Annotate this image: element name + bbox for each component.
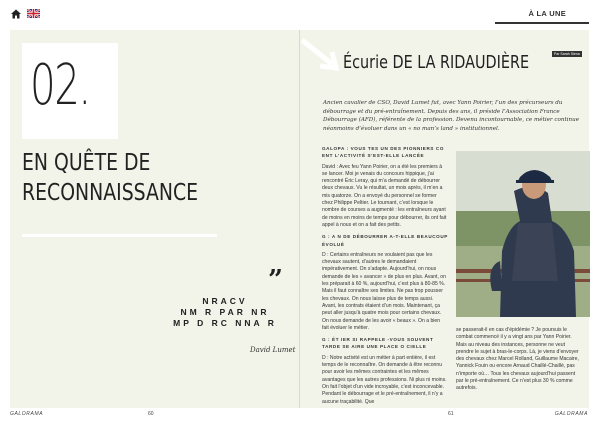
article-heading [22,148,198,208]
quote-author: David Lumet [250,346,296,354]
answer-2: D : Certains entraîneurs ne voulaient pas que les chevaux sautent, d’autres le demandaient impérativement. On s’adapte. Aujourd’hui, on nous demande de les « avancer » de plus en plus. Avant, on les préparait à 60 %, aujourd’hui, c’est plus à 80-85 %. Mais il faut connaître ses limites. Ne pas trop pousser les chevaux. On nous laisse plus de temps aussi. Avant, les contrats étaient d’un mois. Maintenant, ça peut aller jusqu’à quatre mois pour certains chevaux. On nous demande de les avoir « beaux ». On a bien fait évoluer le métier. [322,251,446,331]
answer-3: D : Notre activité est un métier à part entière, il est temps de le reconnaître. On demande à être reconnu pour avoir les mêmes contraintes et les mêmes avantages que les autres professions. Ni plus ni moins. On fait l’objet d’un vide incroyable, c’est inconcevable. Pendant le débourrage et le pré-entraînement, il n’y a aucune traçabilité. Que [322,354,447,405]
pull-quote [155,296,295,329]
quote-line-3: MP D RC NNA R [173,318,277,328]
portrait-photo [456,151,590,317]
section-tag[interactable]: À LA UNE [528,9,566,18]
page-number-left: 60 [148,411,154,417]
heading-line-1: EN QUÊTE DE [22,150,151,176]
section-underline [495,22,589,24]
footer-brand-right: GALORAMA [554,411,588,417]
question-2: G : A N DE DÉBOURRER A-T-ELLE BEAUCOUP ÉVOLUÉ [322,234,448,247]
heading-line-2: RECONNAISSANCE [22,180,199,206]
quote-mark-icon: ” [268,265,283,295]
uk-flag-icon[interactable] [27,9,40,18]
quote-line-1: NRACV [202,296,248,306]
page-number-right: 61 [448,411,454,417]
article-number: 02. [30,53,90,118]
footer-brand-left: GALORAMA [10,411,44,417]
text-column-1 [322,145,448,410]
footer-bar [0,408,600,424]
top-bar [0,0,600,30]
answer-1: David : Avec feu Yann Poirier, on a été les premiers à se lancer. Moi je venais du concours hippique, j’ai rencontré Éric Leray, qui m’a demandé de débourrer deux chevaux. Vu le résultat, un mois après, il m’en a mis quatorze. On a envoyé du personnel se former chez Philippe Peltier. Le tournant, c’est lorsque le nombre de courses a augmenté : les entraîneurs ayant de moins en moins de temps pour débourrer, ils ont fait appel à nous et on a fait des petits. [322,163,447,228]
arrow-graphic-icon [300,36,340,76]
page-gutter [299,30,300,408]
question-1: GALOPA : VOUS TES UN DES PIONNIERS CO ENT L’ACTIVITÉ S’EST-ELLE LANCÉE [322,146,444,159]
home-icon[interactable] [10,8,22,20]
photo-credit: Par Sarah Siena [554,52,580,56]
article-intro: Ancien cavalier de CSO, David Lumet fut, avec Yann Poirier, l’un des précurseurs du débourrage et du pré-entraînement. Depuis des ans, il préside l’Association France Débourrage (AFD), référente de la profession. Devenu incontournable, ce métier continue néanmoins d’évoluer dans un « no man’s land » institutionnel. [323,100,580,132]
text-column-2: se passerait-il en cas d’épidémie ? Je poursuis le combat commencé il y a vingt ans par Yann Poirier. Mais au niveau des instances, personne ne veut prendre le sujet à bras-le-corps. Là, je viens d’envoyer des chevaux chez Marcel Rolland, Guillaume Macaire, Yannick Fouin ou encore Arnaud Chaillé-Chaillé, pas n’importe où… Tous les chevaux aujourd’hui passent par le pré-entraînement. Ce n’est plus 30 % comme autrefois. [456,327,579,392]
quote-line-2: NM R PAR NR [180,307,270,317]
question-3: G : ÉT IER SI RAPPELE -VOUS SOUVENT TARDE SE AIRE UNE PLACE O CIELLE [322,337,434,350]
article-title: Écurie DE LA RIDAUDIÈRE [343,52,530,73]
heading-rule [22,234,217,237]
